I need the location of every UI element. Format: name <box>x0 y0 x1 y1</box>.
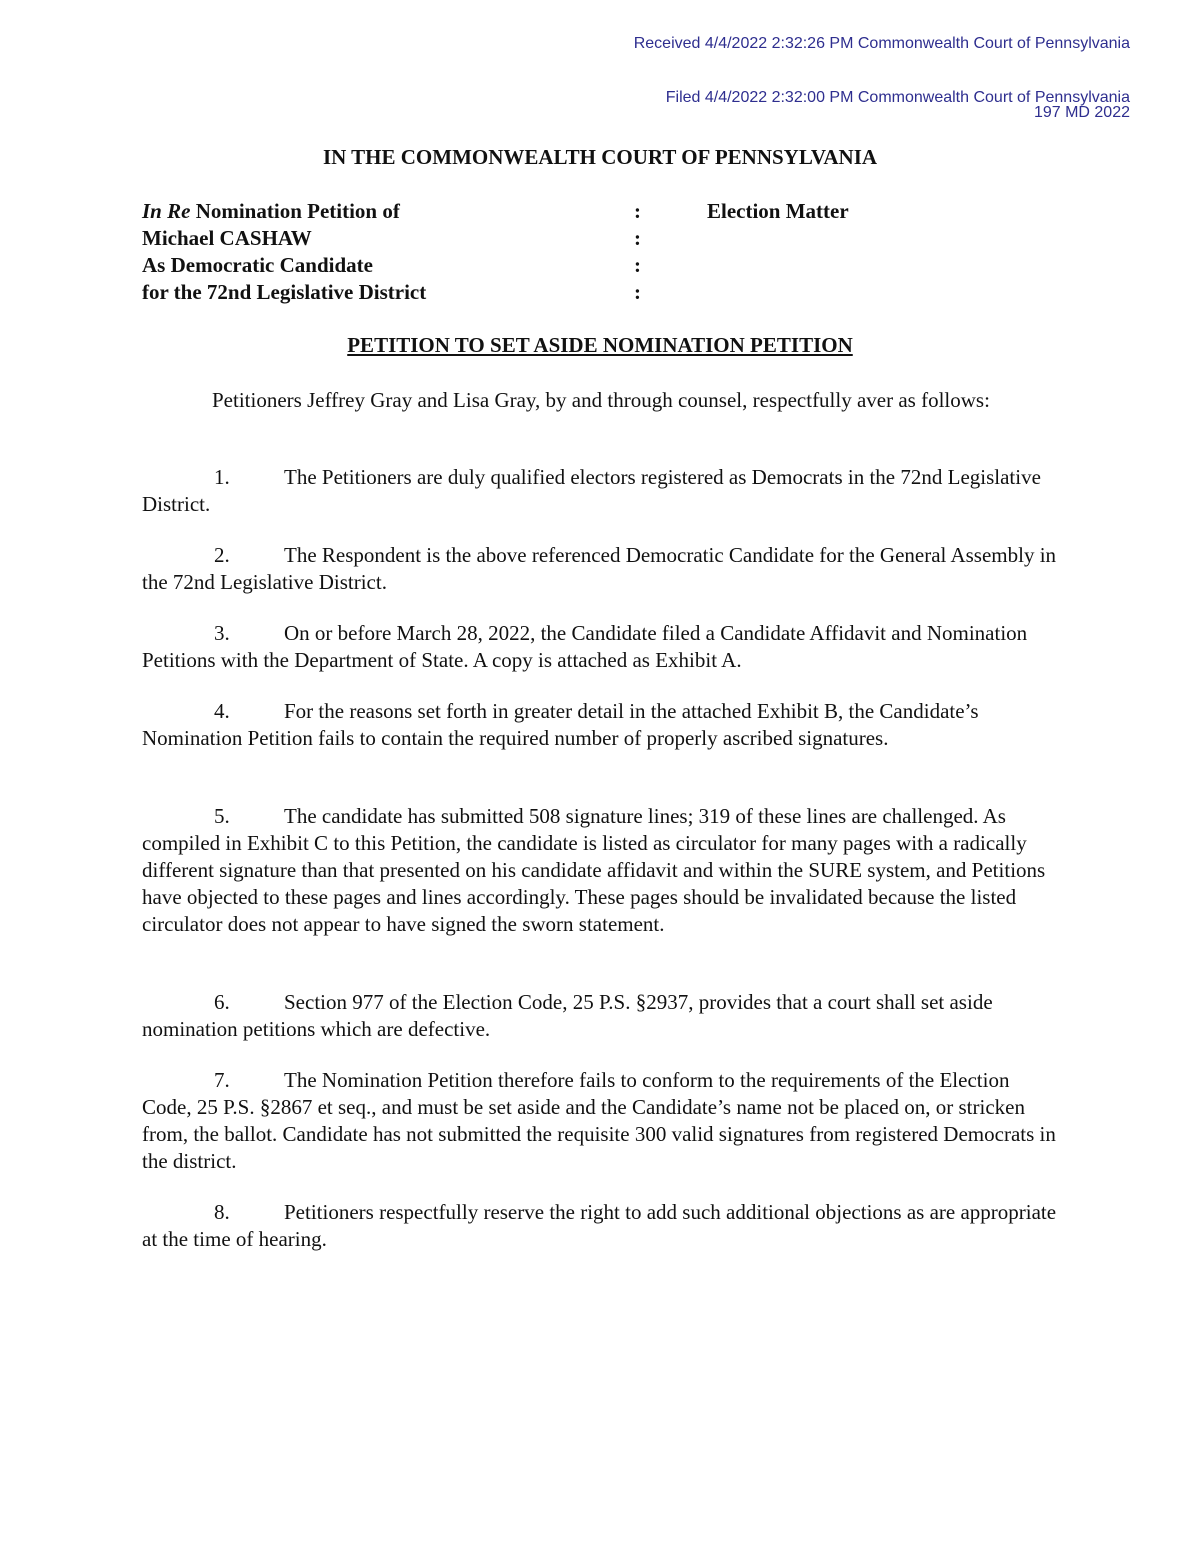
paragraph-text: The Nomination Petition therefore fails to conform to the requirements of the Election Code, 25 P.S. §2867 et seq., and must be set aside and the Candidate’s name not be placed on, or stricken from, the ballot. Candidate has not submitted the requisite 300 valid signatures from registered Democrats in the district. <box>142 1068 1056 1173</box>
paragraph-8 <box>142 1199 1062 1253</box>
paragraph-number: 4. <box>214 699 230 723</box>
paragraph-number: 3. <box>214 621 230 645</box>
paragraph-text: The Respondent is the above referenced Democratic Candidate for the General Assembly in the 72nd Legislative District. <box>142 543 1057 594</box>
caption-candidate-party: As Democratic Candidate <box>142 253 373 277</box>
docket-number: 197 MD 2022 <box>1033 104 1130 121</box>
paragraph-number: 6. <box>214 990 230 1014</box>
paragraph-2 <box>142 542 1062 596</box>
paragraph-text: The candidate has submitted 508 signature lines; 319 of these lines are challenged. As compiled in Exhibit C to this Petition, the candidate is listed as circulator for many pages with a radically different signature than that presented on his candidate affidavit and within the SURE system, and Petitions have objected to these pages and lines accordingly. These pages should be invalidated because the listed circulator does not appear to have signed the sworn statement. <box>142 804 1046 936</box>
caption-colon: : <box>634 253 641 277</box>
caption-colon: : <box>634 226 641 250</box>
petition-heading: PETITION TO SET ASIDE NOMINATION PETITION <box>347 333 853 357</box>
caption-candidate-name: Michael CASHAW <box>142 226 312 250</box>
caption-line-1-rest: Nomination Petition of <box>190 199 400 223</box>
paragraph-text: The Petitioners are duly qualified electors registered as Democrats in the 72nd Legislative District. <box>142 465 1041 516</box>
paragraph-text: Petitioners respectfully reserve the right to add such additional objections as are appropriate at the time of hearing. <box>142 1200 1057 1251</box>
paragraph-number: 5. <box>214 804 230 828</box>
paragraph-6 <box>142 989 1062 1043</box>
case-caption <box>142 198 1042 306</box>
paragraph-number: 2. <box>214 543 230 567</box>
election-matter-label: Election Matter <box>707 199 849 223</box>
paragraph-3 <box>142 620 1062 674</box>
paragraph-5 <box>142 803 1062 938</box>
paragraph-number: 1. <box>214 465 230 489</box>
caption-district: for the 72nd Legislative District <box>142 280 427 304</box>
paragraph-text: Section 977 of the Election Code, 25 P.S. §2937, provides that a court shall set aside nomination petitions which are defective. <box>142 990 993 1041</box>
caption-line-1 <box>142 198 400 225</box>
caption-colon: : <box>634 199 641 223</box>
paragraph-4 <box>142 698 1062 752</box>
paragraph-1 <box>142 464 1062 518</box>
paragraph-7 <box>142 1067 1062 1175</box>
paragraph-text: On or before March 28, 2022, the Candidate filed a Candidate Affidavit and Nomination Petitions with the Department of State. A copy is attached as Exhibit A. <box>142 621 1028 672</box>
paragraph-number: 7. <box>214 1068 230 1092</box>
caption-in-re: In Re <box>142 199 191 223</box>
filed-stamp: Filed 4/4/2022 2:32:00 PM Commonwealth Court of Pennsylvania <box>665 89 1130 106</box>
court-title: IN THE COMMONWEALTH COURT OF PENNSYLVANIA <box>322 145 878 169</box>
paragraph-text: For the reasons set forth in greater detail in the attached Exhibit B, the Candidate’s Nomination Petition fails to contain the required number of properly ascribed signatures. <box>142 699 979 750</box>
caption-colon: : <box>634 280 641 304</box>
received-stamp: Received 4/4/2022 2:32:26 PM Commonwealth Court of Pennsylvania <box>633 35 1130 52</box>
intro-paragraph: Petitioners Jeffrey Gray and Lisa Gray, by and through counsel, respectfully aver as follows: <box>212 388 990 412</box>
paragraph-number: 8. <box>214 1200 230 1224</box>
